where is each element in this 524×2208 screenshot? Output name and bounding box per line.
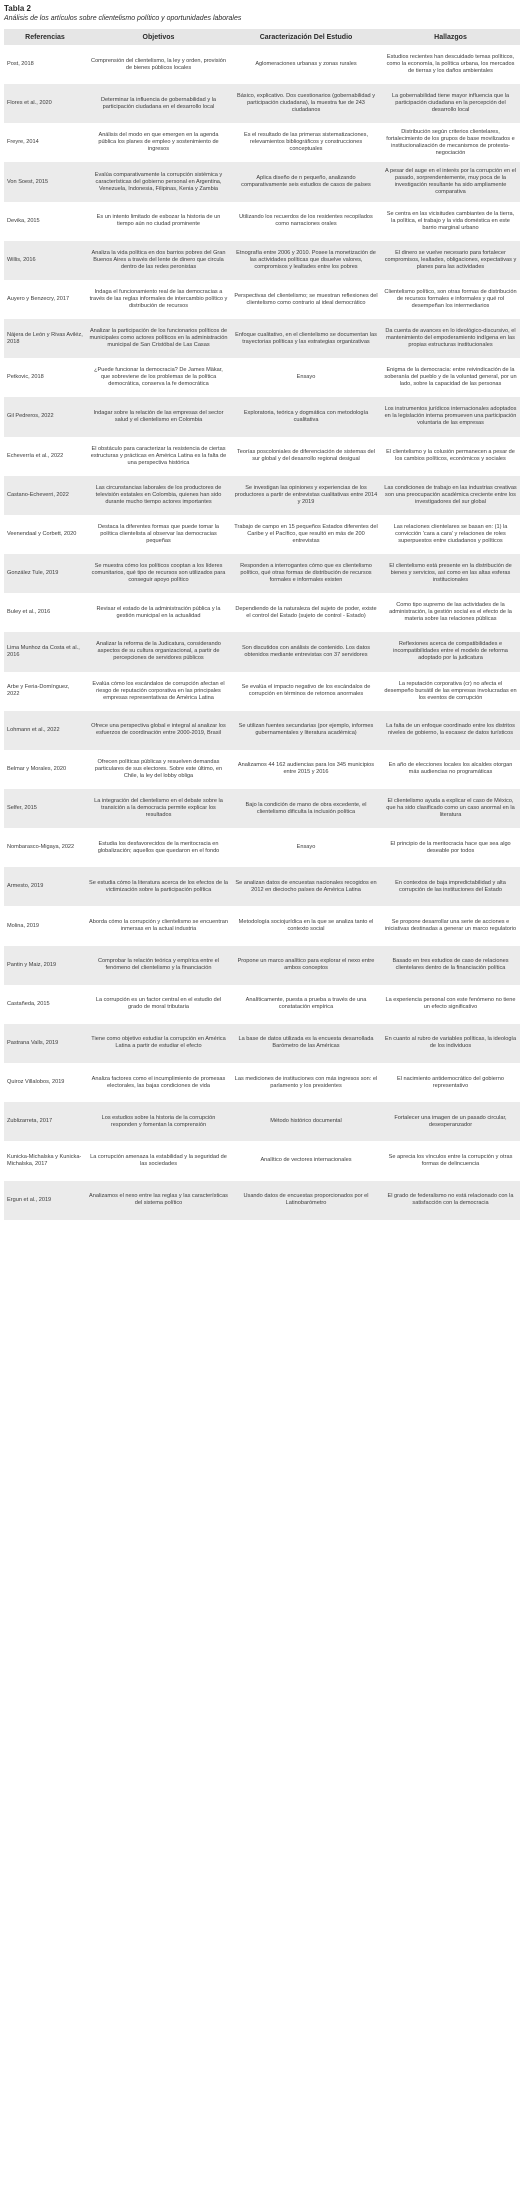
cell-caracterizacion bbox=[231, 45, 381, 84]
table-row bbox=[4, 437, 520, 476]
column-header-referencias: Referencias bbox=[4, 29, 86, 45]
cell-objetivo-text: Analizamos el nexo entre las reglas y las características del sistema político bbox=[89, 1193, 228, 1207]
table-row bbox=[4, 358, 520, 397]
cell-referencia-text: Quiroz Villalobos, 2019 bbox=[7, 1079, 65, 1086]
table-row bbox=[4, 1024, 520, 1063]
table-title: Tabla 2 bbox=[4, 4, 31, 13]
cell-objetivo-text: La integración del clientelismo en el debate sobre la transición a la democracia permite explicar los resultados bbox=[94, 798, 223, 819]
cell-hallazgo bbox=[381, 358, 520, 397]
table-row bbox=[4, 1141, 520, 1180]
cell-objetivo bbox=[86, 1181, 231, 1220]
cell-hallazgo-text: Clientelismo político, son otras formas de distribución de recursos formales e informales y qué rol desempeñan los intermediarios bbox=[384, 289, 517, 310]
cell-caracterizacion-text: Son discutidos con análisis de contenido. Los datos obtenidos mediante entrevistas con 37 servidores bbox=[241, 644, 371, 658]
table-row bbox=[4, 84, 520, 123]
column-header-objetivos: Objetivos bbox=[86, 29, 231, 45]
table-row bbox=[4, 946, 520, 985]
cell-referencia bbox=[4, 828, 86, 867]
cell-hallazgo bbox=[381, 828, 520, 867]
table-row bbox=[4, 280, 520, 319]
cell-hallazgo bbox=[381, 789, 520, 828]
cell-caracterizacion bbox=[231, 632, 381, 671]
cell-hallazgo-text: La falta de un enfoque coordinado entre los distritos niveles de gobierno, la escasez de datos turísticos bbox=[386, 723, 515, 737]
cell-caracterizacion-text: Teorías poscoloniales de diferenciación de sistemas del sur global y del desarrollo regional desigual bbox=[236, 449, 376, 463]
cell-caracterizacion-text: Perspectivas del clientelismo; se muestran reflexiones del clientelismo como contrario al ideal democrático bbox=[234, 292, 378, 306]
cell-referencia-text: Belmar y Morales, 2020 bbox=[7, 765, 67, 772]
cell-objetivo bbox=[86, 397, 231, 436]
cell-referencia-text: Pantin y Maiz, 2019 bbox=[7, 961, 57, 968]
cell-objetivo-text: Revisar el estado de la administración pública y la gestión municipal en la actualidad bbox=[96, 605, 221, 619]
cell-hallazgo-text: Da cuenta de avances en lo ideológico-discursivo, el mantenimiento del empoderamiento indígena en las propias estructuras institucionales bbox=[385, 328, 516, 349]
table-row bbox=[4, 123, 520, 162]
table-row bbox=[4, 319, 520, 358]
cell-hallazgo-text: A pesar del auge en el interés por la corrupción en el pasado, sorprendentemente, muy poca de la investigación resultante ha sido ampliamente comparativa bbox=[385, 168, 516, 196]
cell-caracterizacion bbox=[231, 554, 381, 593]
cell-caracterizacion-text: Se evalúa el impacto negativo de los escándalos de corrupción en términos de retornos anormales bbox=[241, 684, 371, 698]
cell-hallazgo-text: Los instrumentos jurídicos internacionales adoptados en la legislación interna promueven una participación voluntaria de las empresas bbox=[384, 406, 517, 427]
table-row bbox=[4, 593, 520, 632]
cell-caracterizacion-text: Aplica diseño de n pequeño, analizando comparativamente seis estudios de casos de países bbox=[241, 175, 371, 189]
cell-caracterizacion-text: Se utilizan fuentes secundarias (por ejemplo, informes gubernamentales y literatura académica) bbox=[238, 723, 374, 737]
cell-referencia-text: Zublizarreta, 2017 bbox=[7, 1118, 53, 1125]
table-row bbox=[4, 1181, 520, 1220]
cell-caracterizacion-text: Analítico de vectores internacionales bbox=[260, 1157, 352, 1164]
cell-objetivo bbox=[86, 946, 231, 985]
cell-referencia-text: Arbe y Feria-Domínguez, 2022 bbox=[7, 684, 70, 698]
cell-hallazgo bbox=[381, 985, 520, 1024]
cell-referencia-text: Flores et al., 2020 bbox=[7, 100, 52, 107]
cell-hallazgo bbox=[381, 476, 520, 515]
cell-objetivo bbox=[86, 750, 231, 789]
cell-caracterizacion bbox=[231, 280, 381, 319]
cell-referencia bbox=[4, 906, 86, 945]
cell-objetivo bbox=[86, 906, 231, 945]
cell-referencia-text: Selfer, 2015 bbox=[7, 805, 37, 812]
table-row bbox=[4, 202, 520, 241]
cell-caracterizacion-text: Básico, explicativo. Dos cuestionarios (gobernabilidad y participación ciudadana), la muestra fue de 243 ciudadanos bbox=[236, 93, 376, 114]
table-body bbox=[4, 45, 520, 1220]
cell-hallazgo-text: Se aprecia los vínculos entre la corrupción y otras formas de delincuencia bbox=[388, 1153, 513, 1167]
cell-hallazgo-text: Como tipo supremo de las actividades de la administración, la gestión social es el efecto de la materia sobre las relaciones públicas bbox=[389, 602, 512, 623]
cell-caracterizacion-text: Bajo la condición de mano de obra excedente, el clientelismo dificulta la inclusión política bbox=[245, 801, 367, 815]
cell-objetivo bbox=[86, 1063, 231, 1102]
cell-hallazgo-text: El clientelismo está presente en la distribución de bienes y servicios, así como en las altas esferas institucionales bbox=[389, 563, 512, 584]
cell-hallazgo bbox=[381, 1024, 520, 1063]
cell-objetivo bbox=[86, 280, 231, 319]
cell-hallazgo-text: Las condiciones de trabajo en las industrias creativas son una preocupación académica creciente entre los investigadores del sur global bbox=[384, 484, 517, 505]
cell-hallazgo-text: Reflexiones acerca de compatibilidades e incompatibilidades entre el modelo de reforma adoptado por la judicatura bbox=[393, 641, 508, 662]
cell-caracterizacion bbox=[231, 750, 381, 789]
cell-referencia-text: Ergun et al., 2019 bbox=[7, 1196, 52, 1203]
cell-caracterizacion bbox=[231, 867, 381, 906]
cell-referencia-text: Lohmann et al., 2022 bbox=[7, 726, 60, 733]
cell-hallazgo-text: Estudios recientes han descuidado temas políticos, como la economía, la política urbana, los mercados de tierras y los daños ambientales bbox=[386, 54, 515, 75]
cell-referencia-text: Castañeda, 2015 bbox=[7, 1000, 50, 1007]
cell-referencia bbox=[4, 593, 86, 632]
cell-hallazgo-text: Se propone desarrollar una serie de acciones e iniciativas destinadas a generar un marco regulatorio bbox=[384, 919, 517, 933]
table-row bbox=[4, 711, 520, 750]
cell-referencia bbox=[4, 1102, 86, 1141]
cell-objetivo bbox=[86, 828, 231, 867]
cell-hallazgo-text: Distribución según criterios clientelares, fortalecimiento de los grupos de base movilizados e institucionalización de mecanismos de protesta-negociación bbox=[386, 128, 515, 156]
cell-referencia bbox=[4, 515, 86, 554]
cell-caracterizacion-text: Metodología sociojurídica en la que se analiza tanto el contexto social bbox=[238, 919, 374, 933]
table-row bbox=[4, 672, 520, 711]
cell-hallazgo bbox=[381, 946, 520, 985]
cell-caracterizacion-text: Se investigan las opiniones y experiencias de los productores a partir de entrevistas cualitativas entre 2014 y 2019 bbox=[234, 484, 378, 505]
cell-objetivo bbox=[86, 358, 231, 397]
cell-hallazgo bbox=[381, 241, 520, 280]
cell-objetivo bbox=[86, 476, 231, 515]
cell-referencia bbox=[4, 711, 86, 750]
cell-referencia bbox=[4, 84, 86, 123]
cell-caracterizacion-text: Utilizando los recuerdos de los residentes recopilados como narraciones orales bbox=[239, 214, 373, 228]
cell-objetivo bbox=[86, 632, 231, 671]
cell-hallazgo-text: En año de elecciones locales los alcaldes otorgan más audiencias no programáticas bbox=[388, 762, 513, 776]
cell-caracterizacion-text: Trabajo de campo en 15 pequeños Estados diferentes del Caribe y el Pacífico, que resultó en más de 200 entrevistas bbox=[234, 523, 378, 544]
cell-referencia bbox=[4, 789, 86, 828]
table-header-row bbox=[4, 29, 520, 45]
cell-caracterizacion bbox=[231, 1181, 381, 1220]
cell-hallazgo bbox=[381, 1141, 520, 1180]
cell-objetivo-text: Los estudios sobre la historia de la corrupción responden y fomentan la comprensión bbox=[101, 1114, 216, 1128]
column-header-hallazgos: Hallazgos bbox=[381, 29, 520, 45]
cell-hallazgo-text: El clientelismo y la colusión permanecen a pesar de los cambios políticos, económicos y sociales bbox=[386, 449, 515, 463]
cell-hallazgo-text: Basado en tres estudios de caso de relaciones clientelares dentro de la financiación política bbox=[392, 958, 509, 972]
cell-hallazgo-text: Fortalecer una imagen de un pasado circular, desesperanzador bbox=[394, 1114, 507, 1128]
cell-caracterizacion-text: Aglomeraciones urbanas y zonas rurales bbox=[255, 61, 357, 68]
cell-objetivo-text: ¿Puede funcionar la democracia? De James Mäkar, que sobreviene de los problemas de la política democrática, conserva la fe democrática bbox=[94, 367, 223, 388]
table-subtitle: Análisis de los artículos sobre clientelismo político y oportunidades laborales bbox=[4, 15, 242, 22]
cell-hallazgo bbox=[381, 1102, 520, 1141]
cell-referencia bbox=[4, 202, 86, 241]
cell-caracterizacion-text: Es el resultado de las primeras sistematizaciones, relevamientos bibliográficos y construcciones conceptuales bbox=[243, 132, 369, 153]
cell-hallazgo-text: La reputación corporativa (cr) no afecta el desempeño bursátil de las empresas involucradas en los eventos de corrupción bbox=[384, 680, 517, 701]
cell-referencia-text: Petkovic, 2018 bbox=[7, 374, 44, 381]
cell-objetivo-text: Comprensión del clientelismo, la ley y orden, provisión de bienes públicos locales bbox=[91, 57, 226, 71]
cell-hallazgo bbox=[381, 711, 520, 750]
cell-referencia-text: Kunicka-Michalska y Kunicka-Michalska, 2017 bbox=[7, 1153, 82, 1167]
cell-hallazgo-text: Enigma de la democracia: entre reivindicación de la soberanía del pueblo y de la voluntad general, por un lado, sobre la capacidad de las personas bbox=[384, 367, 517, 388]
cell-caracterizacion bbox=[231, 358, 381, 397]
cell-referencia-text: Veenendaal y Corbett, 2020 bbox=[7, 530, 77, 537]
cell-referencia-text: Post, 2018 bbox=[7, 61, 34, 68]
cell-objetivo bbox=[86, 437, 231, 476]
cell-caracterizacion bbox=[231, 515, 381, 554]
cell-objetivo bbox=[86, 711, 231, 750]
cell-hallazgo bbox=[381, 123, 520, 162]
cell-hallazgo bbox=[381, 280, 520, 319]
cell-hallazgo bbox=[381, 554, 520, 593]
table-row bbox=[4, 554, 520, 593]
cell-hallazgo bbox=[381, 1063, 520, 1102]
cell-hallazgo bbox=[381, 397, 520, 436]
cell-caracterizacion bbox=[231, 828, 381, 867]
cell-caracterizacion-text: Dependiendo de la naturaleza del sujeto de poder, existe el control del Estado (sujeto de control - Estado) bbox=[235, 605, 377, 619]
cell-caracterizacion bbox=[231, 672, 381, 711]
table-row bbox=[4, 632, 520, 671]
cell-hallazgo bbox=[381, 593, 520, 632]
cell-objetivo bbox=[86, 867, 231, 906]
cell-referencia bbox=[4, 867, 86, 906]
cell-hallazgo bbox=[381, 202, 520, 241]
cell-referencia-text: Molina, 2019 bbox=[7, 922, 40, 929]
cell-caracterizacion bbox=[231, 437, 381, 476]
cell-caracterizacion-text: Método histórico documental bbox=[270, 1118, 342, 1125]
cell-objetivo bbox=[86, 554, 231, 593]
cell-caracterizacion-text: Exploratoria, teórica y dogmática con metodología cualitativa bbox=[243, 409, 369, 423]
cell-hallazgo bbox=[381, 906, 520, 945]
cell-caracterizacion-text: Se analizan datos de encuestas nacionales recogidos en 2012 en dieciocho países de América Latina bbox=[235, 879, 377, 893]
cell-referencia bbox=[4, 397, 86, 436]
cell-referencia bbox=[4, 1141, 86, 1180]
cell-referencia bbox=[4, 672, 86, 711]
cell-referencia bbox=[4, 985, 86, 1024]
cell-objetivo bbox=[86, 985, 231, 1024]
cell-objetivo bbox=[86, 1141, 231, 1180]
cell-hallazgo bbox=[381, 750, 520, 789]
cell-referencia bbox=[4, 437, 86, 476]
cell-caracterizacion-text: Ensayo bbox=[296, 374, 316, 381]
cell-hallazgo bbox=[381, 1181, 520, 1220]
cell-objetivo bbox=[86, 515, 231, 554]
cell-hallazgo bbox=[381, 867, 520, 906]
cell-referencia bbox=[4, 632, 86, 671]
cell-hallazgo-text: El dinero se vuelve necesario para fortalecer compromisos, lealtades, obligaciones, expectativas y planes para las actividades bbox=[384, 249, 517, 270]
table-row bbox=[4, 397, 520, 436]
cell-referencia-text: Armesto, 2019 bbox=[7, 883, 44, 890]
cell-caracterizacion bbox=[231, 906, 381, 945]
cell-hallazgo bbox=[381, 515, 520, 554]
cell-objetivo-text: Determinar la influencia de gobernabilidad y la participación ciudadana en el desarrollo local bbox=[100, 96, 217, 110]
cell-caracterizacion bbox=[231, 1141, 381, 1180]
cell-caracterizacion bbox=[231, 397, 381, 436]
cell-hallazgo-text: En cuanto al rubro de variables políticas, la ideología de los individuos bbox=[384, 1036, 517, 1050]
cell-referencia bbox=[4, 946, 86, 985]
cell-objetivo bbox=[86, 45, 231, 84]
table-row bbox=[4, 867, 520, 906]
cell-caracterizacion bbox=[231, 985, 381, 1024]
cell-referencia bbox=[4, 358, 86, 397]
cell-caracterizacion bbox=[231, 1063, 381, 1102]
cell-referencia-text: Auyero y Benzecry, 2017 bbox=[7, 296, 70, 303]
cell-referencia-text: Willis, 2016 bbox=[7, 256, 36, 263]
cell-caracterizacion-text: Responden a interrogantes cómo que es clientelismo político, qué otras formas de distribución de recursos formales e informales existen bbox=[240, 563, 372, 584]
cell-referencia bbox=[4, 45, 86, 84]
cell-hallazgo bbox=[381, 437, 520, 476]
table-row bbox=[4, 750, 520, 789]
table-row bbox=[4, 45, 520, 84]
cell-referencia bbox=[4, 1024, 86, 1063]
cell-referencia-text: Castano-Echeverri, 2022 bbox=[7, 491, 69, 498]
cell-hallazgo-text: En contextos de baja impredictabilidad y alta corrupción de las instituciones del Estado bbox=[395, 879, 506, 893]
cell-caracterizacion bbox=[231, 946, 381, 985]
cell-caracterizacion bbox=[231, 789, 381, 828]
cell-hallazgo-text: La experiencia personal con este fenómeno no tiene un efecto significativo bbox=[385, 997, 516, 1011]
cell-referencia bbox=[4, 319, 86, 358]
cell-hallazgo bbox=[381, 632, 520, 671]
cell-caracterizacion bbox=[231, 123, 381, 162]
cell-objetivo-text: Destaca la diferentes formas que puede tomar la política clientelista al observar las democracias pequeñas bbox=[98, 523, 219, 544]
cell-objetivo-text: Análisis del modo en que emergen en la agenda pública los planes de empleo y sostenimiento de ingresos bbox=[98, 132, 219, 153]
cell-caracterizacion-text: Analíticamente, puesta a prueba a través de una constatación empírica bbox=[245, 997, 367, 1011]
cell-objetivo bbox=[86, 672, 231, 711]
cell-objetivo bbox=[86, 1102, 231, 1141]
table-row bbox=[4, 241, 520, 280]
cell-hallazgo bbox=[381, 162, 520, 201]
cell-objetivo-text: La corrupción amenaza la estabilidad y la seguridad de las sociedades bbox=[90, 1153, 227, 1167]
cell-objetivo bbox=[86, 319, 231, 358]
cell-referencia-text: Buley et al., 2016 bbox=[7, 609, 51, 616]
cell-caracterizacion-text: Analizamos 44 162 audiencias para los 345 municipios entre 2015 y 2016 bbox=[237, 762, 375, 776]
cell-objetivo-text: Evalúa comparativamente la corrupción sistémica y características del gobierno personal en Argentina, Venezuela, Indonesia, Filipinas, Kenia y Zambia bbox=[94, 171, 223, 192]
cell-hallazgo bbox=[381, 84, 520, 123]
cell-objetivo-text: Las circunstancias laborales de los productores de televisión estatales en Colombia, quienes han sido durante mucho tiempo actores importantes bbox=[95, 484, 222, 505]
table-row bbox=[4, 515, 520, 554]
cell-caracterizacion-text: Enfoque cualitativo, en el clientelismo se documentan las trayectorias políticas y las estrategias organizativas bbox=[235, 331, 377, 345]
cell-caracterizacion bbox=[231, 1024, 381, 1063]
cell-objetivo bbox=[86, 162, 231, 201]
cell-caracterizacion bbox=[231, 593, 381, 632]
cell-objetivo-text: Analiza la vida política en dos barrios pobres del Gran Buenos Aires a través del lente de dinero que circula dentro de las redes peronistas bbox=[91, 249, 226, 270]
cell-objetivo bbox=[86, 202, 231, 241]
cell-caracterizacion bbox=[231, 162, 381, 201]
cell-objetivo-text: Es un intento limitado de esbozar la historia de un tiempo aún no ciudad prominente bbox=[96, 214, 221, 228]
cell-hallazgo-text: El grado de federalismo no está relacionado con la satisfacción con la democracia bbox=[387, 1193, 514, 1207]
table-row bbox=[4, 1102, 520, 1141]
cell-objetivo bbox=[86, 241, 231, 280]
cell-objetivo-text: Indaga el funcionamiento real de las democracias a través de las reglas informales de intercambio político y distribución de recursos bbox=[89, 289, 228, 310]
cell-objetivo-text: Tiene como objetivo estudiar la corrupción en América Latina a partir de estudiar el efecto bbox=[91, 1036, 226, 1050]
cell-objetivo-text: Analizar la participación de los funcionarios políticos de municipales como actores políticos en la administración municipal de San Cristóbal de Las Casas bbox=[89, 328, 228, 349]
cell-referencia bbox=[4, 162, 86, 201]
cell-caracterizacion bbox=[231, 711, 381, 750]
cell-referencia bbox=[4, 241, 86, 280]
cell-referencia-text: Freyre, 2014 bbox=[7, 139, 39, 146]
table-row bbox=[4, 476, 520, 515]
cell-caracterizacion bbox=[231, 319, 381, 358]
cell-referencia-text: Nombarasco-Migaya, 2022 bbox=[7, 844, 75, 851]
cell-objetivo-text: Comprobar la relación teórica y empírica entre el fenómeno del clientelismo y la financiación bbox=[98, 958, 219, 972]
cell-caracterizacion-text: Las mediciones de instituciones con más ingresos son: el parlamento y los presidentes bbox=[234, 1075, 378, 1089]
cell-hallazgo-text: La gobernabilidad tiene mayor influencia que la participación ciudadana en la percepción del desarrollo local bbox=[391, 93, 510, 114]
cell-caracterizacion-text: Propone un marco analítico para explorar el nexo entre ambos conceptos bbox=[237, 958, 375, 972]
cell-referencia bbox=[4, 280, 86, 319]
cell-hallazgo-text: Las relaciones clientelares se basan en: (1) la convicción 'cara a cara' y relaciones de roles superpuestos entre ciudadanos y políticos bbox=[393, 523, 508, 544]
cell-objetivo-text: Analiza factores como el incumplimiento de promesas electorales, las bajas condiciones de vida bbox=[91, 1075, 226, 1089]
cell-referencia-text: Lima Munhoz da Costa et al., 2016 bbox=[7, 644, 80, 658]
cell-objetivo-text: El obstáculo para caracterizar la resistencia de ciertas estructuras y prácticas en América Latina es la falta de una perspectiva histórica bbox=[90, 445, 227, 466]
cell-caracterizacion bbox=[231, 476, 381, 515]
cell-objetivo bbox=[86, 123, 231, 162]
cell-referencia-text: Echeverría et al., 2022 bbox=[7, 452, 64, 459]
cell-referencia-text: Gil Pedreros, 2022 bbox=[7, 413, 54, 420]
cell-objetivo-text: La corrupción es un factor central en el estudio del grado de moral tributaria bbox=[95, 997, 222, 1011]
cell-referencia bbox=[4, 750, 86, 789]
cell-hallazgo-text: Se centra en las vicisitudes cambiantes de la tierra, la política, el trabajo y la vida doméstica en este barrio marginal urbano bbox=[386, 210, 515, 231]
cell-referencia-text: Von Soest, 2015 bbox=[7, 178, 49, 185]
cell-hallazgo-text: El clientelismo ayuda a explicar el caso de México, que ha sido clasificado como un caso anormal en la literatura bbox=[386, 798, 515, 819]
cell-objetivo-text: Indagar sobre la relación de las empresas del sector salud y el clientelismo en Colombia bbox=[93, 409, 224, 423]
table-row bbox=[4, 828, 520, 867]
cell-objetivo-text: Evalúa cómo los escándalos de corrupción afectan el riesgo de reputación corporativa en las principales empresas representativas de América Latina bbox=[92, 680, 225, 701]
cell-objetivo-text: Estudia los desfavorecidos de la meritocracia en globalización; aquellos que quedaron en el fondo bbox=[97, 840, 220, 854]
cell-referencia bbox=[4, 476, 86, 515]
table-row bbox=[4, 906, 520, 945]
cell-referencia-text: González Tule, 2019 bbox=[7, 570, 59, 577]
cell-objetivo-text: Se estudia cómo la literatura acerca de los efectos de la victimización sobre la participación política bbox=[89, 879, 228, 893]
cell-referencia bbox=[4, 1063, 86, 1102]
cell-referencia-text: Devika, 2015 bbox=[7, 217, 40, 224]
cell-referencia bbox=[4, 1181, 86, 1220]
cell-objetivo-text: Aborda cómo la corrupción y clientelismo se encuentran inmersas en la actual industria bbox=[89, 919, 228, 933]
cell-objetivo bbox=[86, 84, 231, 123]
cell-objetivo-text: Ofrece una perspectiva global e integral al analizar los esfuerzos de coordinación entre 2000-2019, Brasil bbox=[91, 723, 226, 737]
cell-caracterizacion-text: Usando datos de encuestas proporcionados por el Latinobarómetro bbox=[243, 1193, 369, 1207]
table-row bbox=[4, 1063, 520, 1102]
cell-caracterizacion-text: Etnografía entre 2006 y 2010. Posee la monetización de las actividades políticas que disuelve valores, compromisos y lealtades entre los pobres bbox=[236, 249, 376, 270]
articles-table bbox=[4, 29, 520, 1220]
cell-caracterizacion bbox=[231, 241, 381, 280]
column-header-caracterizacion: Caracterización Del Estudio bbox=[231, 29, 381, 45]
cell-objetivo-text: Se muestra cómo los políticos cooptan a los líderes comunitarios, qué tipo de recursos son utilizados para conseguir apoyo político bbox=[91, 563, 226, 584]
cell-referencia-text: Pastrana Valls, 2019 bbox=[7, 1039, 59, 1046]
cell-referencia-text: Nájera de León y Rivas Aviléz, 2018 bbox=[7, 331, 83, 345]
cell-caracterizacion bbox=[231, 1102, 381, 1141]
cell-caracterizacion bbox=[231, 84, 381, 123]
table-row bbox=[4, 789, 520, 828]
cell-objetivo-text: Analizar la reforma de la Judicatura, considerando aspectos de su cultura organizacional, a partir de percepciones de servidores públicos bbox=[96, 641, 221, 662]
cell-objetivo-text: Ofrecen políticas públicas y resuelven demandas particulares de sus electores. Sobre este último, en Chile, la ley del lobby obliga bbox=[94, 758, 223, 779]
cell-hallazgo-text: El nacimiento antidemocrático del gobierno representativo bbox=[397, 1075, 504, 1089]
cell-hallazgo bbox=[381, 672, 520, 711]
cell-objetivo bbox=[86, 789, 231, 828]
cell-hallazgo bbox=[381, 45, 520, 84]
table-row bbox=[4, 985, 520, 1024]
cell-objetivo bbox=[86, 1024, 231, 1063]
table-row bbox=[4, 162, 520, 201]
cell-hallazgo bbox=[381, 319, 520, 358]
cell-objetivo bbox=[86, 593, 231, 632]
cell-caracterizacion bbox=[231, 202, 381, 241]
cell-caracterizacion-text: La base de datos utilizada es la encuesta desarrollada Barómetro de las Américas bbox=[238, 1036, 374, 1050]
cell-caracterizacion-text: Ensayo bbox=[296, 844, 316, 851]
cell-referencia bbox=[4, 554, 86, 593]
cell-referencia bbox=[4, 123, 86, 162]
cell-hallazgo-text: El principio de la meritocracia hace que sea algo deseable por todos bbox=[390, 840, 511, 854]
